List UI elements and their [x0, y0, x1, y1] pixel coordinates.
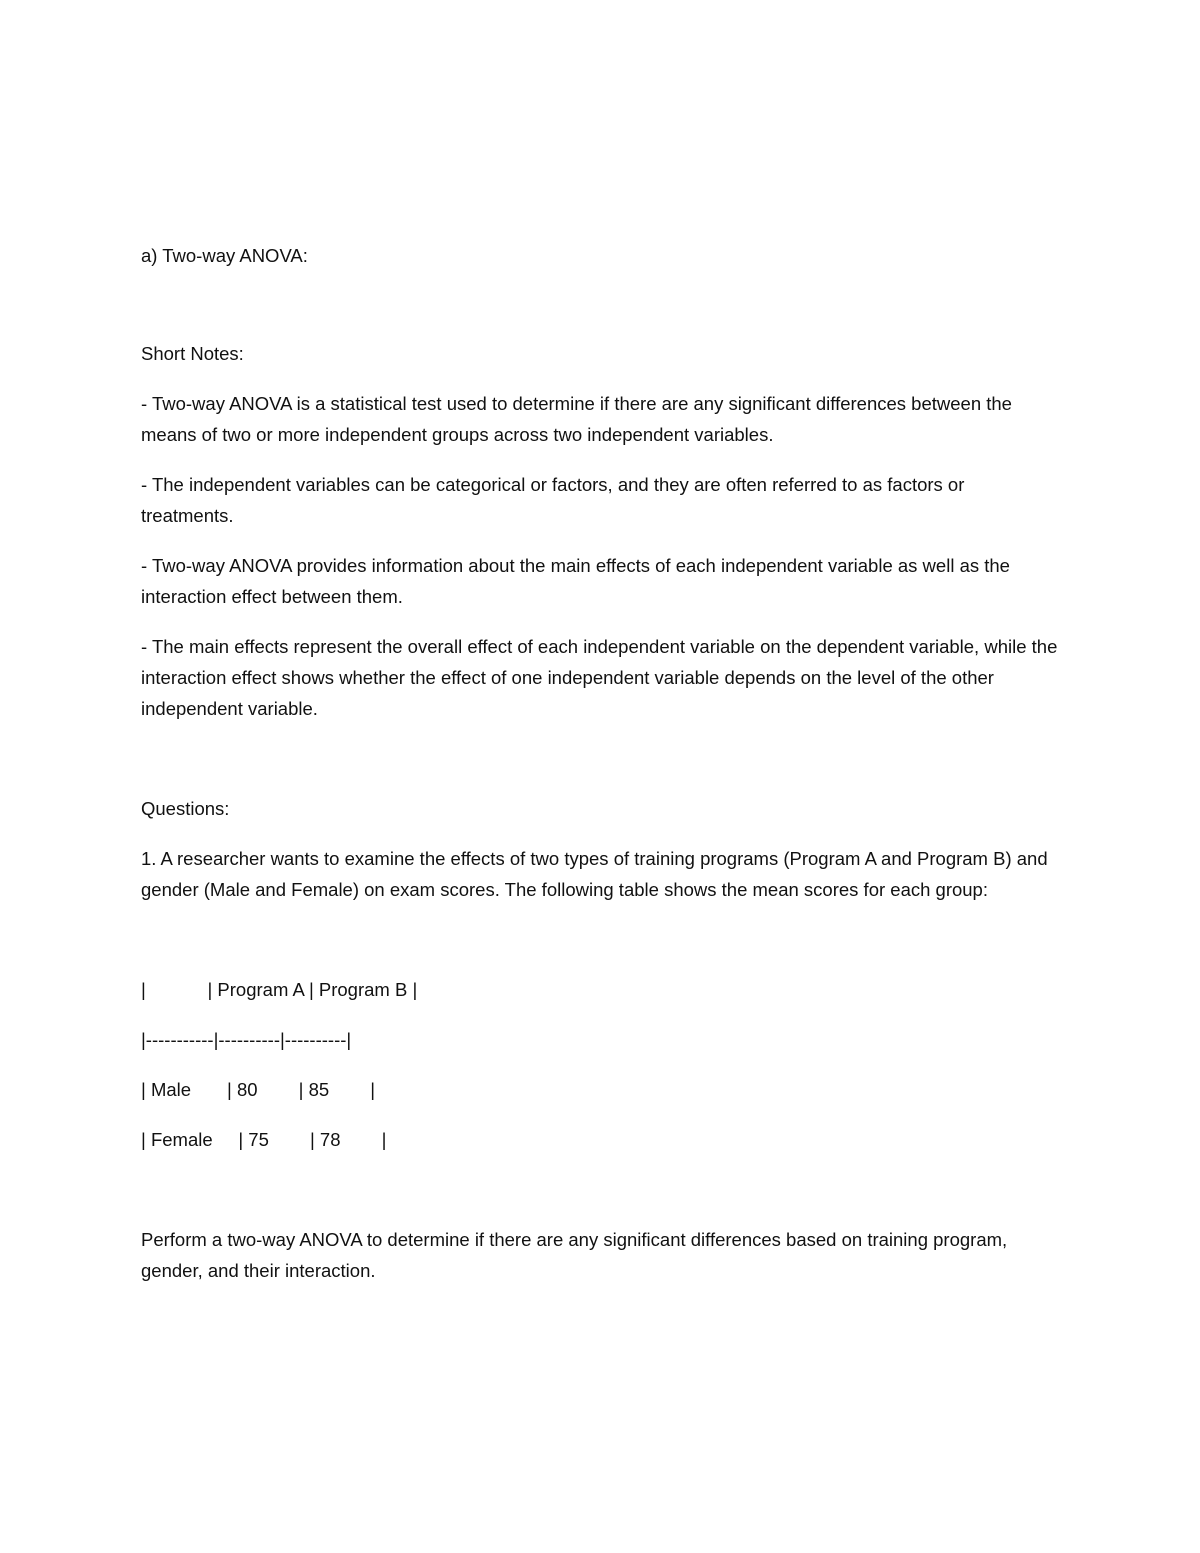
notes-heading: Short Notes: — [141, 343, 244, 364]
note-item: - Two-way ANOVA is a statistical test used to determine if there are any significant differences between the means of two or more independent groups across two independent variables. — [141, 393, 1018, 445]
table-separator-line: |-----------|----------|----------| — [141, 1029, 352, 1050]
instruction-text: Perform a two-way ANOVA to determine if there are any significant differences based on training program, gender, and their interaction. — [141, 1229, 1013, 1281]
section-title: a) Two-way ANOVA: — [141, 245, 308, 266]
note-item: - Two-way ANOVA provides information about the main effects of each independent variable as well as the interaction effect between them. — [141, 555, 1016, 607]
question-1: 1. A researcher wants to examine the effects of two types of training programs (Program A and Program B) and gender (Male and Female) on exam scores. The following table shows the mean scores for each group: — [141, 848, 1053, 900]
note-item: - The main effects represent the overall effect of each independent variable on the dependent variable, while the interaction effect shows whether the effect of one independent variable depends on the level of the other independent variable. — [141, 636, 1063, 719]
document-content — [141, 240, 1061, 1286]
table-header-line: | | Program A | Program B | — [141, 979, 418, 1000]
table-row-female: | Female | 75 | 78 | — [141, 1129, 387, 1150]
questions-heading: Questions: — [141, 798, 230, 819]
note-item: - The independent variables can be categorical or factors, and they are often referred to as factors or treatments. — [141, 474, 970, 526]
table-row-male: | Male | 80 | 85 | — [141, 1079, 376, 1100]
